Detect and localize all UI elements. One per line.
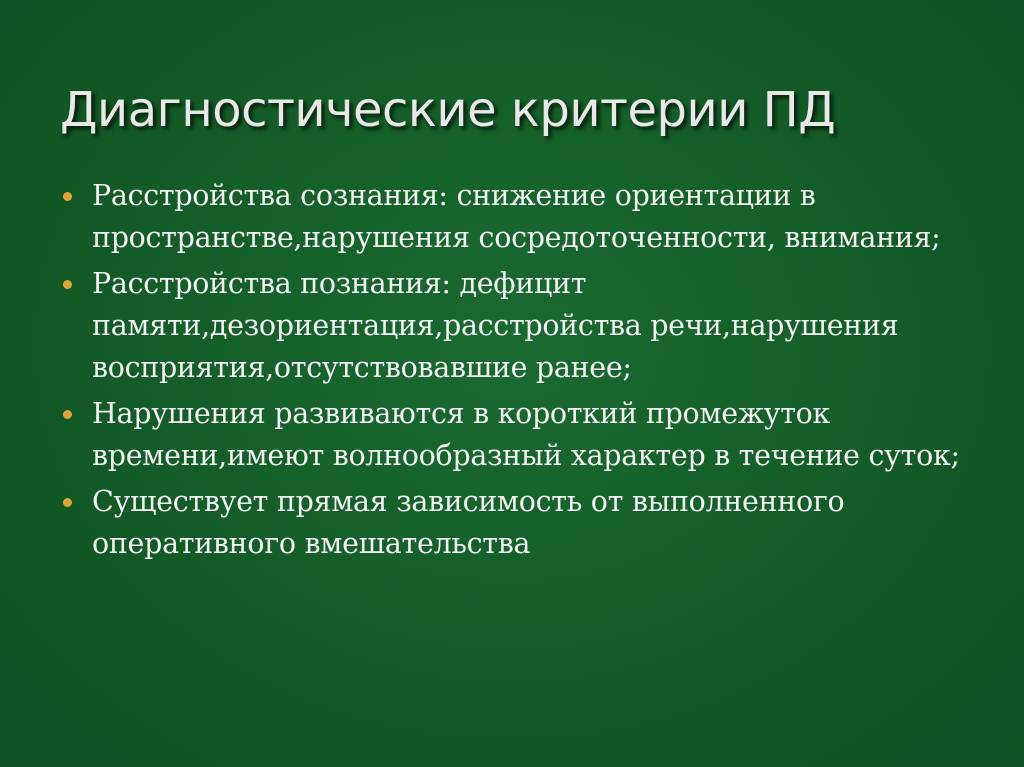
slide-title: Диагностические критерии ПД: [60, 82, 836, 138]
bullet-dot-icon: [63, 498, 72, 507]
bullet-list: [60, 175, 960, 569]
bullet-text: Существует прямая зависимость от выполненного оперативного вмешательства: [92, 485, 845, 560]
bullet-dot-icon: [63, 410, 72, 419]
bullet-item: [60, 175, 960, 259]
bullet-text: Расстройства сознания: снижение ориентации в пространстве,нарушения сосредоточенности, внимания;: [92, 179, 941, 254]
bullet-dot-icon: [63, 192, 72, 201]
bullet-item: [60, 393, 960, 477]
bullet-text: Нарушения развиваются в короткий промежуток времени,имеют волнообразный характер в течение суток;: [92, 397, 960, 472]
bullet-text: Расстройства познания: дефицит памяти,дезориентация,расстройства речи,нарушения восприятия,отсутствовавшие ранее;: [92, 267, 899, 384]
bullet-item: [60, 481, 960, 565]
bullet-dot-icon: [63, 280, 72, 289]
bullet-item: [60, 263, 960, 389]
